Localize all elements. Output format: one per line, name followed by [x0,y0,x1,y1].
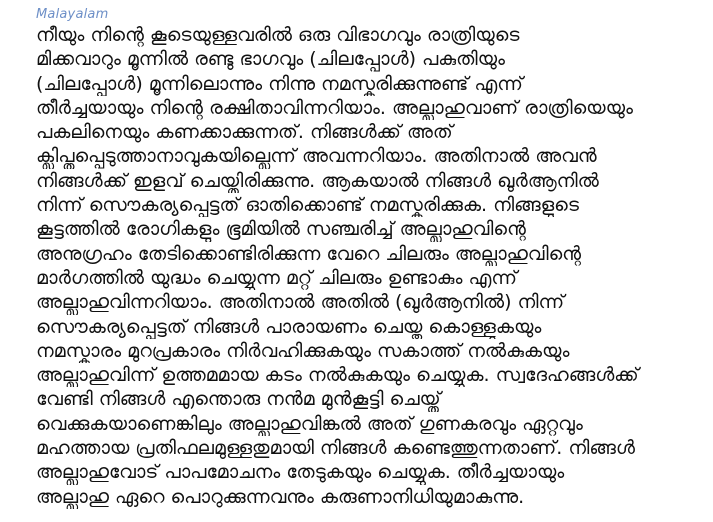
language-label: Malayalam [36,7,109,22]
text-line: (ചിലപ്പോൾ) മൂന്നിലൊന്നും നിന്നു നമസ്കരിക്കുന്നുണ്ട് എന്ന് [36,72,523,95]
text-line: അല്ലാഹുവിന്ന് ഉത്തമമായ കടം നൽകുകയും ചെയ്യുക. സ്വദേഹങ്ങൾക്ക് [36,364,639,387]
text-line: മഹത്തായ പ്രതിഫലമുള്ളതുമായി നിങ്ങൾ കണ്ടെത്തുന്നതാണ്. നിങ്ങൾ [36,437,635,460]
text-line: അല്ലാഹുവിന്നറിയാം. അതിനാൽ അതിൽ (ഖുർആനിൽ) നിന്ന് [36,291,565,314]
text-line: ക്ലിപ്തപ്പെടുത്താനാവുകയില്ലെന്ന് അവന്നറിയാം. അതിനാൽ അവൻ [36,145,597,168]
text-line: തീർച്ചയായും നിന്റെ രക്ഷിതാവിന്നറിയാം. അല്ലാഹുവാണ് രാത്രിയെയും [36,96,633,119]
text-line: അല്ലാഹുവോട് പാപമോചനം തേടുകയും ചെയ്യുക. തീർച്ചയായും [36,461,565,484]
text-line: നീയും നിന്റെ കൂടെയുള്ളവരിൽ ഒരു വിഭാഗവും രാത്രിയുടെ [36,24,520,46]
text-line: മിക്കവാറും മൂന്നിൽ രണ്ടു ഭാഗവും (ചിലപ്പോൾ) പകുതിയും [36,48,505,71]
text-line: അനുഗ്രഹം തേടിക്കൊണ്ടിരിക്കുന്ന വേറെ ചിലരും അല്ലാഹുവിന്റെ [36,242,582,265]
text-line: അല്ലാഹു ഏറെ പൊറുക്കുന്നവനും കരുണാനിധിയുമാകുന്നു. [36,485,525,508]
text-line: നിന്ന് സൌകര്യപ്പെട്ടത് ഓതിക്കൊണ്ട് നമസ്കരിക്കുക. നിങ്ങളുടെ [36,194,579,217]
text-line: പകലിനെയും കണക്കാക്കുന്നത്. നിങ്ങൾക്ക് അത് [36,121,453,144]
text-line: വേണ്ടി നിങ്ങൾ എന്തൊരു നൻമ മുൻകൂട്ടി ചെയ്ത് [36,388,441,411]
text-line: കൂട്ടത്തിൽ രോഗികളും ഭൂമിയിൽ സഞ്ചരിച്ച് അല്ലാഹുവിന്റെ [36,218,526,241]
verse-text-block [36,23,706,509]
text-line: വെക്കുകയാണെങ്കിലും അല്ലാഹുവിങ്കൽ അത് ഗുണകരവും ഏറ്റവും [36,412,583,435]
text-line: സൌകര്യപ്പെട്ടത് നിങ്ങൾ പാരായണം ചെയ്തു കൊള്ളുകയും [36,315,542,338]
text-line: നമസ്കാരം മുറപ്രകാരം നിർവഹിക്കുകയും സകാത്ത് നൽകുകയും [36,339,570,362]
text-line: മാർഗത്തിൽ യുദ്ധം ചെയ്യുന്ന മറ്റ് ചിലരും ഉണ്ടാകും എന്ന് [36,266,518,289]
text-line: നിങ്ങൾക്ക് ഇളവ് ചെയ്തിരിക്കുന്നു. ആകയാൽ നിങ്ങൾ ഖുർആനിൽ [36,169,599,192]
